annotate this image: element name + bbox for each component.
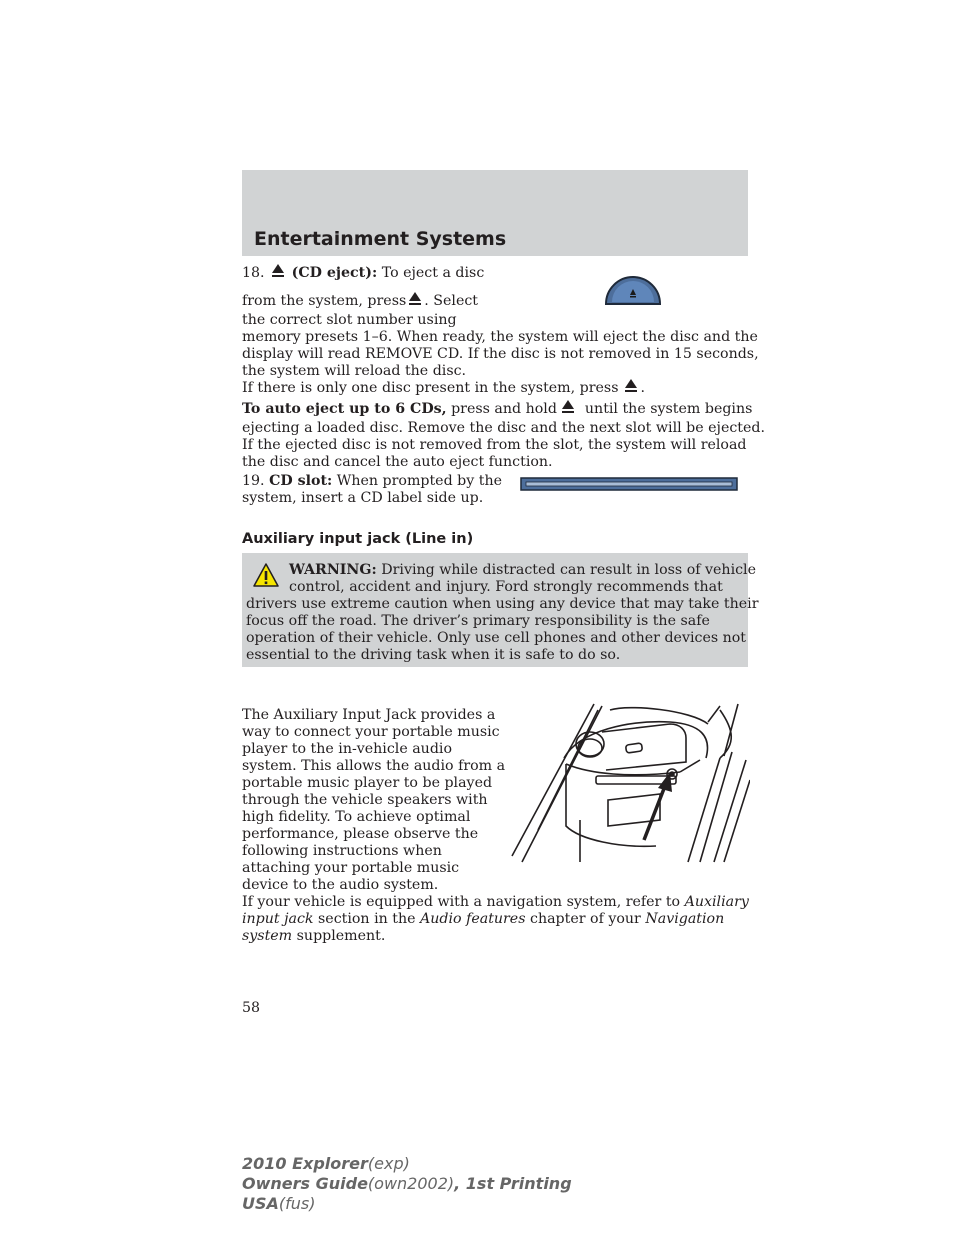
warning-line-1: WARNING: Driving while distracted can result in loss of vehicle xyxy=(289,562,756,578)
aux-section-heading: Auxiliary input jack (Line in) xyxy=(242,531,474,547)
cd-slot-line-2: system, insert a CD label side up. xyxy=(242,490,484,506)
section-title: Entertainment Systems xyxy=(254,228,507,250)
aux-line-10: attaching your portable music xyxy=(242,860,460,876)
eject-button-illustration xyxy=(604,276,662,306)
aux-line-9: following instructions when xyxy=(242,843,442,859)
cd-eject-line-5: display will read REMOVE CD. If the disc is not removed in 15 seconds, xyxy=(242,346,759,362)
footer-line-2: Owners Guide(own2002), 1st Printing xyxy=(242,1174,572,1193)
aux-line-3: player to the in-vehicle audio xyxy=(242,741,452,757)
nav-line-3: system supplement. xyxy=(242,928,386,944)
cd-eject-line-6: the system will reload the disc. xyxy=(242,363,467,379)
nav-line-1: If your vehicle is equipped with a navigation system, refer to Auxiliary xyxy=(242,894,749,910)
cd-slot-illustration xyxy=(520,477,738,491)
warning-triangle-icon xyxy=(252,562,280,588)
page-number: 58 xyxy=(242,1000,261,1016)
aux-line-7: high fidelity. To achieve optimal xyxy=(242,809,471,825)
auto-eject-line-2: ejecting a loaded disc. Remove the disc and the next slot will be ejected. xyxy=(242,420,765,436)
eject-icon xyxy=(624,379,638,393)
warning-line-4: focus off the road. The driver’s primary responsibility is the safe xyxy=(246,613,710,629)
cd-slot-line-1: 19. CD slot: When prompted by the xyxy=(242,473,503,489)
auto-eject-line-1: To auto eject up to 6 CDs, press and hold until the system begins xyxy=(242,401,753,417)
aux-line-6: through the vehicle speakers with xyxy=(242,792,488,808)
cd-eject-line-4: memory presets 1–6. When ready, the system will eject the disc and the xyxy=(242,329,758,345)
cd-eject-line-1: 18. (CD eject): To eject a disc xyxy=(242,265,485,281)
cd-eject-line-2: from the system, press . Select xyxy=(242,293,478,309)
aux-line-1: The Auxiliary Input Jack provides a xyxy=(242,707,496,723)
aux-line-11: device to the audio system. xyxy=(242,877,439,893)
warning-line-2: control, accident and injury. Ford strongly recommends that xyxy=(289,579,723,595)
aux-line-4: system. This allows the audio from a xyxy=(242,758,506,774)
warning-line-6: essential to the driving task when it is safe to do so. xyxy=(246,647,621,663)
nav-line-2: input jack section in the Audio features chapter of your Navigation xyxy=(242,911,725,927)
auto-eject-line-3: If the ejected disc is not removed from the slot, the system will reload xyxy=(242,437,747,453)
cd-eject-line-3: the correct slot number using xyxy=(242,312,457,328)
footer-line-1: 2010 Explorer(exp) xyxy=(242,1154,410,1173)
warning-line-5: operation of their vehicle. Only use cell phones and other devices not xyxy=(246,630,747,646)
eject-icon xyxy=(271,264,285,278)
eject-icon xyxy=(561,400,575,414)
one-disc-line: If there is only one disc present in the system, press . xyxy=(242,380,645,396)
auto-eject-line-4: the disc and cancel the auto eject function. xyxy=(242,454,553,470)
footer xyxy=(242,1154,572,1214)
warning-line-3: drivers use extreme caution when using any device that may take their xyxy=(246,596,759,612)
aux-line-5: portable music player to be played xyxy=(242,775,493,791)
aux-line-2: way to connect your portable music xyxy=(242,724,500,740)
aux-line-8: performance, please observe the xyxy=(242,826,479,842)
aux-jack-illustration xyxy=(510,700,750,865)
footer-line-3: USA(fus) xyxy=(242,1194,316,1213)
eject-icon xyxy=(408,292,422,306)
